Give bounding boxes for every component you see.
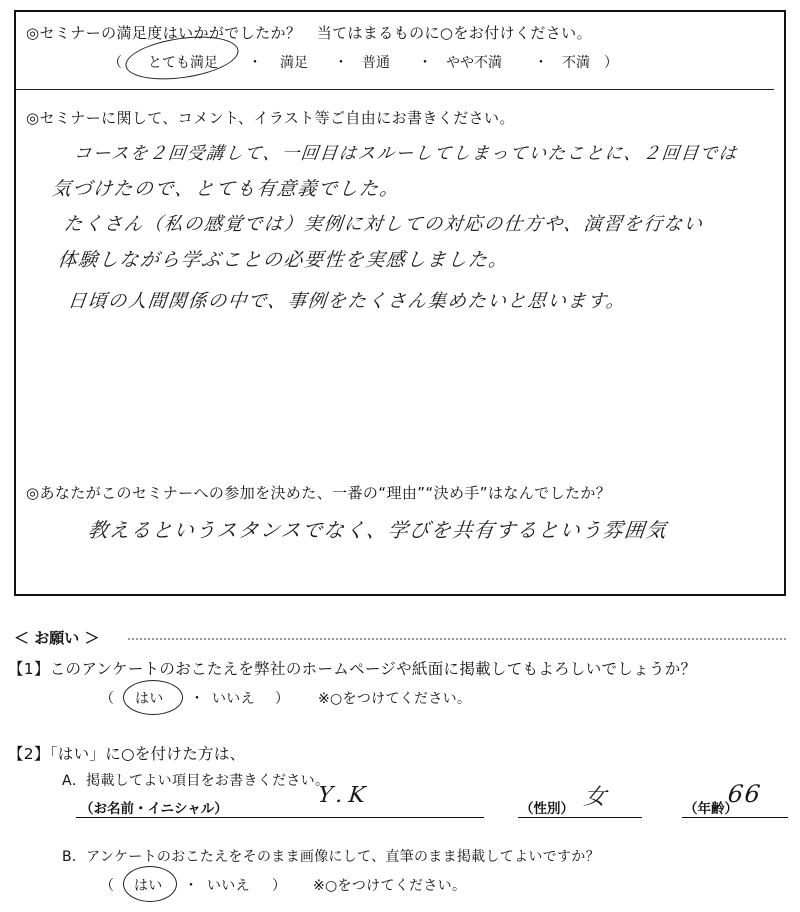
name-value: Y.K	[316, 783, 373, 808]
item2-separator: ・	[184, 878, 199, 894]
item1-close-paren: ）	[275, 691, 290, 707]
q1-open-paren: （	[108, 55, 122, 71]
q2-answer-line: 気づけたので、とても有意義でした。	[50, 178, 402, 200]
item2-a-text: A．掲載してよい項目をお書きください。	[62, 773, 330, 789]
gender-label: （性別）	[520, 801, 574, 817]
item2-yes[interactable]: はい	[134, 878, 163, 894]
age-underline	[682, 817, 788, 818]
gender-underline	[518, 817, 642, 818]
item2-note: ※○をつけてください。	[313, 878, 467, 894]
q2-answer-line: 体験しながら学ぶことの必要性を実感しました。	[56, 249, 511, 271]
q1-close-paren: ）	[604, 55, 618, 71]
item1-yes[interactable]: はい	[135, 691, 164, 707]
q1-option-somewhat-dissatisfied[interactable]: やや不満	[446, 55, 502, 71]
q1-option-satisfied[interactable]: 満足	[280, 55, 308, 71]
name-label: （お名前・イニシャル）	[80, 801, 228, 817]
gender-value: 女	[582, 785, 609, 810]
item2-selection-circle	[123, 866, 177, 902]
item2-b-text: B．アンケートのおこたえをそのまま画像にして、直筆のまま掲載してよいですか？	[62, 849, 600, 865]
q1-separator: ・	[534, 55, 548, 71]
q2-question: ◎セミナーに関して、コメント、イラスト等ご自由にお書きください。	[26, 109, 515, 127]
item2-open-paren: （	[100, 878, 115, 894]
item1-open-paren: （	[100, 691, 115, 707]
request-item1-question: 【1】このアンケートのおこたえを弊社のホームページや紙面に掲載してもよろしいでしょうか？	[8, 660, 697, 678]
q1-option-very-satisfied[interactable]: とても満足	[148, 55, 218, 71]
item2-no[interactable]: いいえ	[207, 878, 250, 894]
request-heading: ＜ お願い ＞	[14, 629, 100, 647]
divider	[16, 89, 774, 90]
name-underline	[76, 817, 484, 818]
q1-option-normal[interactable]: 普通	[362, 55, 390, 71]
item1-note: ※○をつけてください。	[318, 691, 472, 707]
age-label: （年齢）	[684, 801, 738, 817]
q2-answer-line: たくさん（私の感覚では）実例に対しての対応の仕方や、演習を行ない	[62, 214, 705, 235]
q1-separator: ・	[334, 55, 348, 71]
item1-separator: ・	[190, 691, 205, 707]
q1-question: ◎セミナーの満足度はいかがでしたか？ 当てはまるものに○をお付けください。	[26, 24, 592, 42]
q1-separator: ・	[248, 55, 262, 71]
q3-answer: 教えるというスタンスでなく、学びを共有するという雰囲気	[86, 518, 669, 542]
q3-question: ◎あなたがこのセミナーへの参加を決めた、一番の“理由”“決め手”はなんでしたか？	[26, 484, 612, 502]
request-item2-question: 【2】「はい」に○を付けた方は、	[8, 745, 246, 763]
item2-close-paren: ）	[272, 878, 287, 894]
item1-no[interactable]: いいえ	[212, 691, 255, 707]
item1-selection-circle	[123, 680, 183, 715]
q1-option-dissatisfied[interactable]: 不満	[562, 55, 590, 71]
q1-separator: ・	[418, 55, 432, 71]
dotted-divider	[128, 638, 786, 640]
q2-answer-line: コースを２回受講して、一回目はスルーしてしまっていたことに、２回目では	[72, 144, 739, 164]
age-value: 66	[726, 780, 764, 808]
q2-answer-line: 日頃の人間関係の中で、事例をたくさん集めたいと思います。	[66, 291, 628, 312]
